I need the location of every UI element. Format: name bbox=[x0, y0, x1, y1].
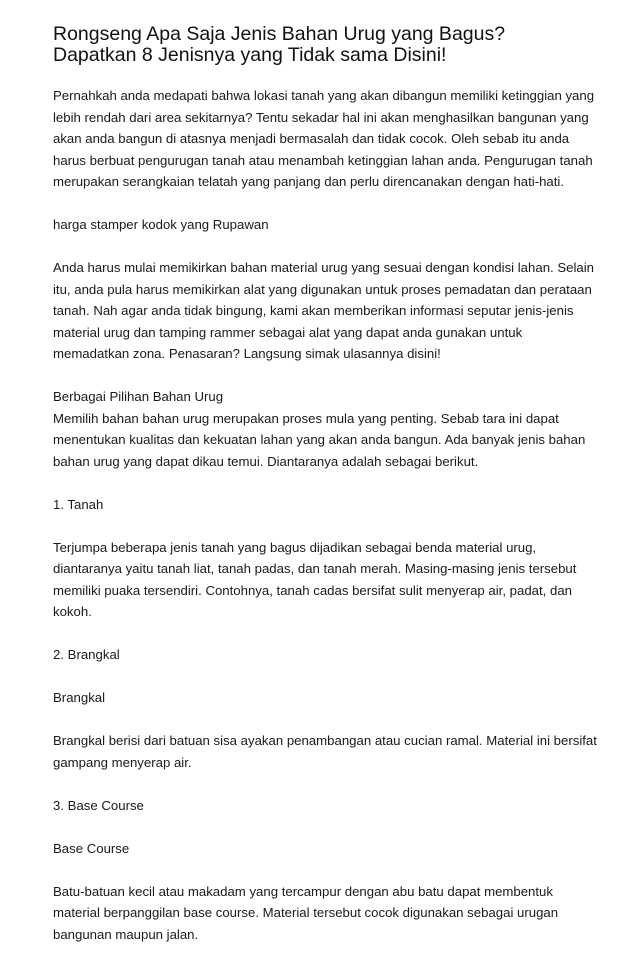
item3-caption: Base Course bbox=[53, 840, 130, 856]
item2-caption: Brangkal bbox=[53, 690, 106, 705]
link-text: harga stamper kodok yang Rupawan bbox=[53, 217, 269, 232]
document-page bbox=[53, 24, 598, 967]
item2-heading: 2. Brangkal bbox=[53, 647, 120, 662]
paragraph-2: Anda harus mulai memikirkan bahan material urug yang sesuai dengan kondisi lahan. Selain itu, anda pula harus memikirkan alat yang digunakan untuk proses pemadatan dan perataan tanah. Nah agar anda tidak bingung, kami akan memberikan informasi seputar jenis-jenis material urug dan tamping rammer sebagai alat yang dapat anda gunakan untuk memadatkan zona. Penasaran? Langsung simak ulasannya disini! bbox=[53, 260, 595, 361]
item3-paragraph: Batu-batuan kecil atau makadam yang tercampur dengan abu batu dapat membentuk material berpanggilan base course. Material tersebut cocok digunakan sebagai urugan bangunan maupun jalan. bbox=[53, 883, 559, 942]
section-heading: Berbagai Pilihan Bahan Urug bbox=[53, 389, 224, 404]
section-paragraph: Memilih bahan bahan urug merupakan proses mula yang penting. Sebab tara ini dapat menentukan kualitas dan kekuatan lahan yang akan anda bangun. Ada banyak jenis bahan bahan urug yang dapat dikau temui. Diantaranya adalah sebagai berikut. bbox=[53, 410, 586, 469]
item1-heading: 1. Tanah bbox=[53, 496, 104, 512]
title-line-1: Rongseng Apa Saja Jenis Bahan Urug yang Bagus? bbox=[53, 23, 506, 45]
item3-heading: 3. Base Course bbox=[53, 797, 144, 813]
page-title bbox=[53, 24, 598, 66]
item2-paragraph: Brangkal berisi dari batuan sisa ayakan penambangan atau cucian ramal. Material ini bersifat gampang menyerap air. bbox=[53, 733, 597, 770]
item1-paragraph: Terjumpa beberapa jenis tanah yang bagus dijadikan sebagai benda material urug, diantaranya yaitu tanah liat, tanah padas, dan tanah merah. Masing-masing jenis tersebut memiliki puaka tersendiri. Contohnya, tanah cadas bersifat sulit menyerap air, padat, dan kokoh. bbox=[53, 539, 577, 619]
title-line-2: Dapatkan 8 Jenisnya yang Tidak sama Disini! bbox=[53, 44, 447, 66]
intro-paragraph: Pernahkah anda medapati bahwa lokasi tanah yang akan dibangun memiliki ketinggian yang lebih rendah dari area sekitarnya? Tentu sekadar hal ini akan menghasilkan bangunan yang akan anda bangun di atasnya menjadi bermasalah dan tidak cocok. Oleh sebab itu anda harus berbuat pengurugan tanah atau menambah ketinggian lahan anda. Pengurugan tanah merupakan serangkaian telatah yang panjang dan perlu direncanakan dengan hati-hati. bbox=[53, 88, 595, 189]
